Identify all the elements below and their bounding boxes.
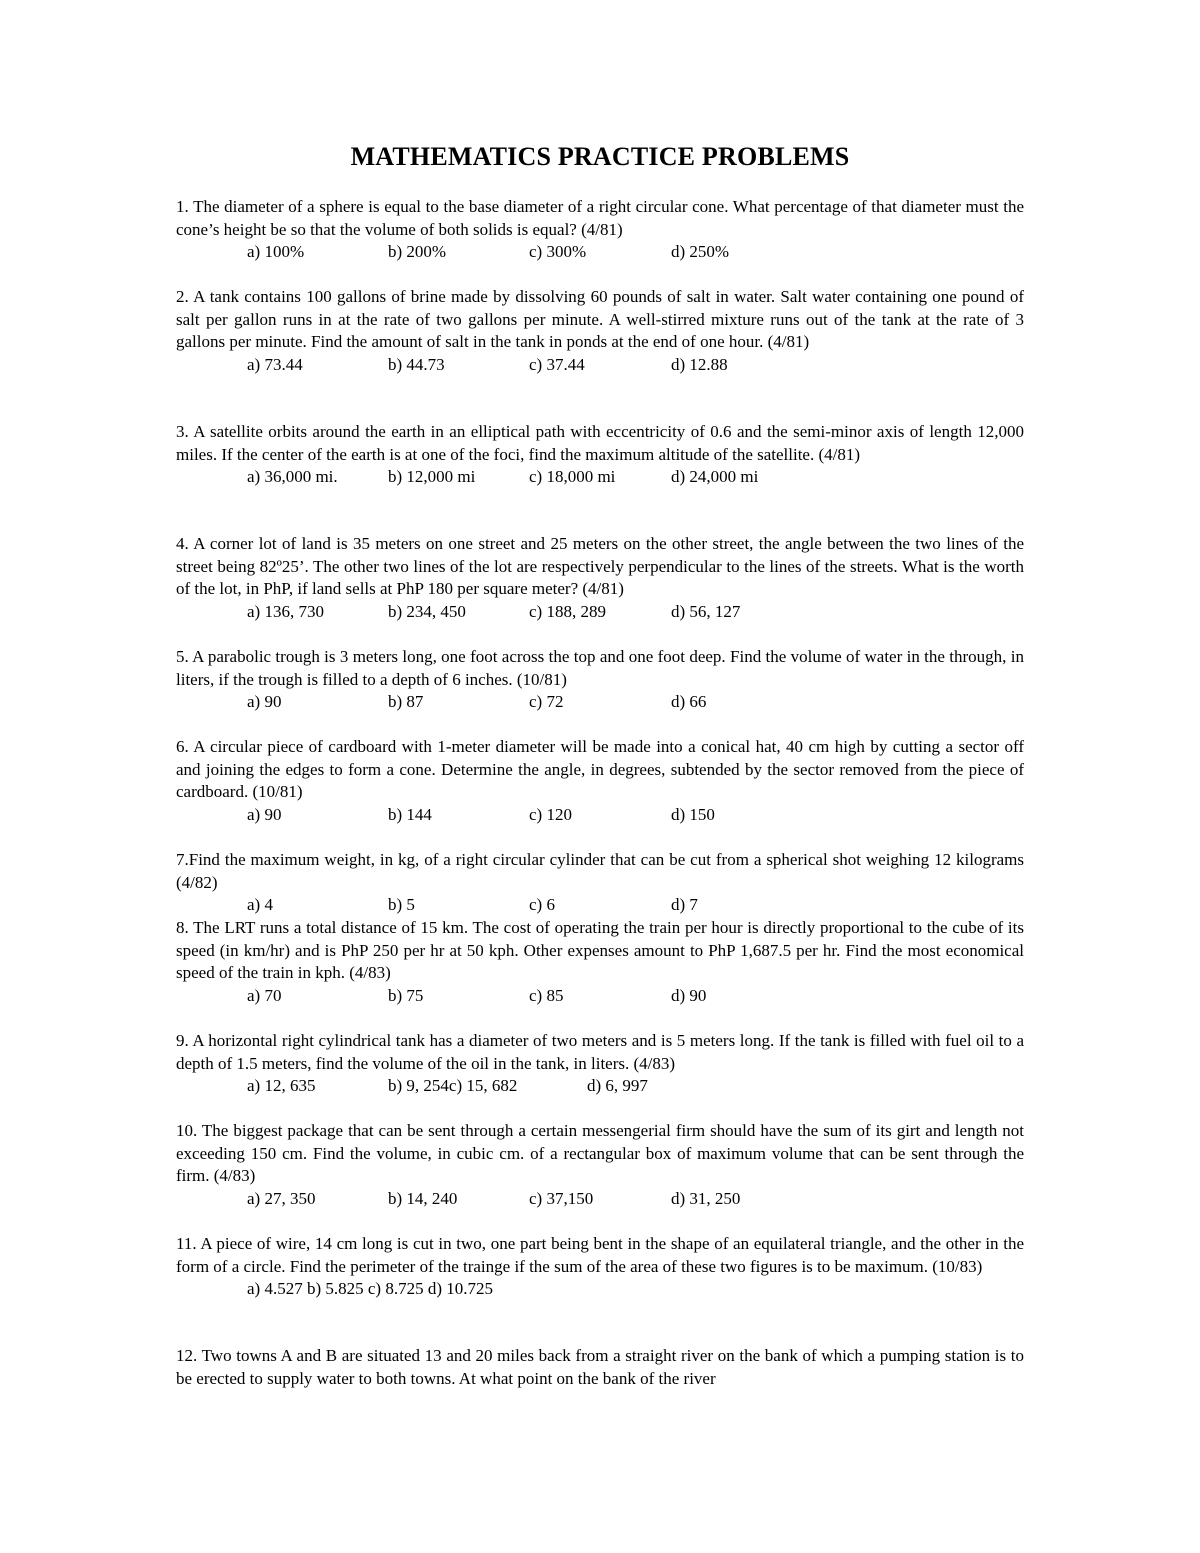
choice-c: c) 300% [529,242,587,261]
choice-d: d) 56, 127 [671,601,741,621]
problem-9 [176,1030,1024,1098]
choice-c: c) 72 [529,692,564,711]
choice-d: d) 66 [671,692,707,711]
choice-d: d) 31, 250 [671,1188,741,1208]
problem-text: 8. The LRT runs a total distance of 15 km. The cost of operating the train per hour is directly proportional to the cube of its speed (in km/hr) and is PhP 250 per hr at 50 kph. Other expenses amount to PhP 1,687.5 per hr. Find the most economical speed of the train in kph. (4/83) [176,918,1024,982]
choice-d: d) 250% [671,242,730,261]
choice-a: a) 100% [247,242,305,261]
choice-a: a) 90 [247,804,282,824]
problem-text: 6. A circular piece of cardboard with 1-meter diameter will be made into a conical hat, 40 cm high by cutting a sector off and joining the edges to form a cone. Determine the angle, in degrees, subtended by the sector removed from the piece of cardboard. (10/81) [176,737,1024,801]
choice-a: a) 136, 730 [247,601,324,621]
answer-choices [176,354,1024,377]
choice-a: a) 36,000 mi. [247,467,338,486]
answer-choices [176,241,1024,264]
choice-b-c: b) 9, 254c) 15, 682 [388,1076,518,1095]
problem-11 [176,1233,1024,1301]
answer-choices [176,466,1024,489]
problem-2 [176,286,1024,376]
choice-a: a) 4 [247,895,273,914]
choice-b: b) 87 [388,692,424,711]
choice-c: c) 37.44 [529,354,585,374]
choice-d: d) 6, 997 [587,1076,648,1095]
problem-text: 9. A horizontal right cylindrical tank has a diameter of two meters and is 5 meters long. If the tank is filled with fuel oil to a depth of 1.5 meters, find the volume of the oil in the tank, in liters. (4/83) [176,1031,1024,1073]
problem-6 [176,736,1024,826]
choice-b: b) 75 [388,985,424,1005]
choice-b: b) 5 [388,895,415,914]
answer-choices [176,985,1024,1008]
answer-choices [176,691,1024,714]
problem-10 [176,1120,1024,1210]
choice-d: d) 90 [671,985,707,1005]
problem-text: 5. A parabolic trough is 3 meters long, one foot across the top and one foot deep. Find the volume of water in the through, in liters, if the trough is filled to a depth of 6 inches. (10/81) [176,647,1024,689]
problem-text: 7.Find the maximum weight, in kg, of a right circular cylinder that can be cut from a spherical shot weighing 12 kilograms (4/82) [176,850,1024,892]
problem-1 [176,196,1024,264]
choice-d: d) 150 [671,804,715,824]
choice-d: d) 7 [671,895,698,914]
problem-text: 2. A tank contains 100 gallons of brine made by dissolving 60 pounds of salt in water. Salt water containing one pound of salt per gallon runs in at the rate of two gallons per minute. A well-stirred mixture runs out of the tank at the rate of 3 gallons per minute. Find the amount of salt in the tank in ponds at the end of one hour. (4/81) [176,287,1024,351]
problem-text: 11. A piece of wire, 14 cm long is cut in two, one part being bent in the shape of an equilateral triangle, and the other in the form of a circle. Find the perimeter of the trainge if the sum of the area of these two figures is to be maximum. (10/83) [176,1234,1024,1276]
page-title: MATHEMATICS PRACTICE PROBLEMS [350,142,850,171]
answer-choices [176,1075,1024,1098]
choice-a: a) 12, 635 [247,1076,316,1095]
problem-text: 12. Two towns A and B are situated 13 and 20 miles back from a straight river on the bank of which a pumping station is to be erected to supply water to both towns. At what point on the bank of the river [176,1346,1024,1388]
problem-5 [176,646,1024,714]
choice-a: a) 27, 350 [247,1188,316,1208]
choice-a: a) 73.44 [247,354,303,374]
choice-c: c) 120 [529,804,572,824]
problem-text: 10. The biggest package that can be sent through a certain messengerial firm should have the sum of its girt and length not exceeding 150 cm. Find the volume, in cubic cm. of a rectangular box of maximum volume that can be sent through the firm. (4/83) [176,1121,1024,1185]
choice-d: d) 12.88 [671,354,728,374]
choice-b: b) 200% [388,242,447,261]
choice-c: c) 18,000 mi [529,467,616,486]
choice-b: b) 234, 450 [388,601,466,621]
answer-choices: a) 4.527 b) 5.825 c) 8.725 d) 10.725 [247,1279,493,1298]
problem-12 [176,1345,1024,1390]
problem-8 [176,917,1024,1007]
choice-b: b) 144 [388,804,432,824]
problem-4 [176,533,1024,623]
choice-a: a) 90 [247,692,282,711]
answer-choices [176,894,1024,917]
choice-c: c) 85 [529,985,564,1005]
choice-a: a) 70 [247,985,282,1005]
choice-c: c) 188, 289 [529,601,606,621]
choice-b: b) 14, 240 [388,1188,458,1208]
choice-d: d) 24,000 mi [671,467,759,486]
answer-choices [176,1188,1024,1211]
answer-choices [176,804,1024,827]
problem-text: 1. The diameter of a sphere is equal to the base diameter of a right circular cone. What percentage of that diameter must the cone’s height be so that the volume of both solids is equal? (4/81) [176,197,1024,239]
choice-c: c) 37,150 [529,1188,594,1208]
choice-b: b) 44.73 [388,354,445,374]
choice-c: c) 6 [529,895,555,914]
answer-choices [176,601,1024,624]
problem-7 [176,849,1024,917]
problem-3 [176,421,1024,489]
problem-text: 3. A satellite orbits around the earth in an elliptical path with eccentricity of 0.6 and the semi-minor axis of length 12,000 miles. If the center of the earth is at one of the foci, find the maximum altitude of the satellite. (4/81) [176,422,1024,464]
problem-text: 4. A corner lot of land is 35 meters on one street and 25 meters on the other street, the angle between the two lines of the street being 82º25’. The other two lines of the lot are respectively perpendicular to the lines of the streets. What is the worth of the lot, in PhP, if land sells at PhP 180 per square meter? (4/81) [176,534,1024,598]
choice-b: b) 12,000 mi [388,467,476,486]
